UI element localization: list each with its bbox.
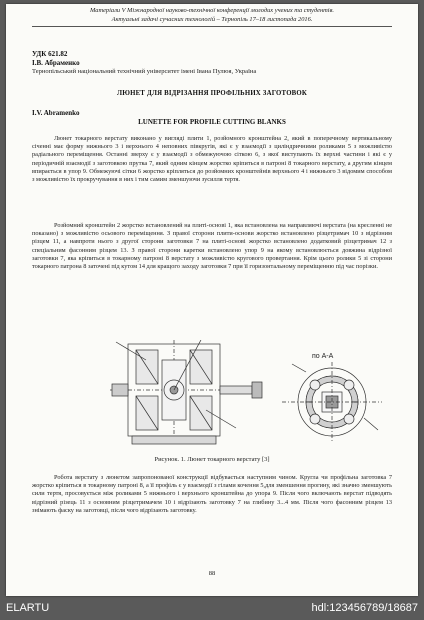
author-affiliation: Тернопільський національний технічний університет імені Івана Пулюя, Україна bbox=[32, 68, 257, 75]
viewer-footer-bar bbox=[0, 600, 424, 620]
repository-label[interactable]: ELARTU bbox=[6, 602, 50, 614]
header-line-1: Матеріали V Міжнародної науково-технічної конференції молодих учених та студентів. bbox=[90, 7, 334, 14]
section-label: по А-А bbox=[312, 353, 334, 360]
paper-title-ukrainian: ЛЮНЕТ ДЛЯ ВІДРІЗАННЯ ПРОФІЛЬНИХ ЗАГОТОВОК bbox=[116, 90, 308, 97]
document-page bbox=[6, 4, 418, 596]
paper-title-english: LUNETTE FOR PROFILE CUTTING BLANKS bbox=[138, 118, 286, 126]
figure-caption: Рисунок. 1. Люнет токарного верстату [3] bbox=[154, 456, 270, 463]
author-name-english: I.V. Abramenko bbox=[32, 109, 80, 117]
lunette-technical-drawing bbox=[106, 340, 396, 452]
body-paragraph-1: Люнет токарного верстату виконано у вигляді плити 1, розйомного кронштейна 2, який в поперечному вертикальному січенні має форму нижнього 3 і верхнього 4 неповних півкругів, які є у взаємодії з циліндричними роликами 5 з можливістю радіального переміщення. Останні зверху є у взаємодії з обмежуючою сіткою 6, з якої виступають їх верхні частини і які є у періодичній взаємодії з заготовкою прутка 7, який одним кінцем жорстко кріпиться в патроні 8 токарного верстату, а другим кінцем впирається в упор 9. Обмежуючі сітки 6 жорстко кріпляться до розйомних кронштейнів верхнього 4 і нижнього 3 відомим способом з можливістю їх прокручування в них і тим самим зменшуючи зусилля тертя. bbox=[32, 135, 392, 184]
page-number: 88 bbox=[208, 570, 216, 577]
body-paragraph-3: Робота верстату з люнетом запропонованої конструкції відбувається наступним чином. Кругла чи профільна заготовка 7 жорстко кріпиться в токарному патроні 8, а її профіль є у взаємодії з гілами кочення 5,для зменшення прогину, які значно зменшують сили тертя, просовується між роликами 5 нижнього і верхнього кронштейна до упора 9. Після чого включають верстат підводять відрізний різець 11 з основним різцетримачем 10 і відрізають заготовку 7 на глибину 3...4 мм. Після чого фасонним різцем 13 знімають фаску на заготовці, після чого відрізають заготовку. bbox=[32, 474, 392, 514]
header-line-2: Актуальні задачі сучасних технологій – Тернопіль 17–18 листопада 2016. bbox=[111, 15, 313, 23]
handle-identifier[interactable]: hdl:123456789/18687 bbox=[311, 602, 418, 614]
udk-code: УДК 621.82 bbox=[32, 50, 68, 58]
body-paragraph-2: Розйомний кронштейн 2 жорстко встановлений на плиті-основі 1, яка встановлена на направляючі верстата (на кресленні не показано) з можливістю осьового переміщення. З правої сторони плити-основи жорстко встановлено різцетримач 10 з відрізним різцем 11, а навпроти нього з другої сторони заготовки 7 на плиті-основі жорстко встановлено додатковий різцетримач 12 з спеціальним фасонним різцем 13. З правої сторони каретки встановлено упор 9 на якому встановлюється довжина відрізної заготовки 7, яка кріпиться в токарному патроні 8 верстату з можливістю кругового провертання. Крім цього ролики 5 зі сторони токарного патрона 8 заточені під кутом 14 для кращого заходу заготовки 7 при її горизонтальному переміщенню під час порізки. bbox=[32, 222, 392, 271]
author-name: І.В. Абраменко bbox=[32, 59, 80, 67]
conference-header bbox=[32, 7, 392, 24]
header-divider bbox=[32, 26, 392, 27]
